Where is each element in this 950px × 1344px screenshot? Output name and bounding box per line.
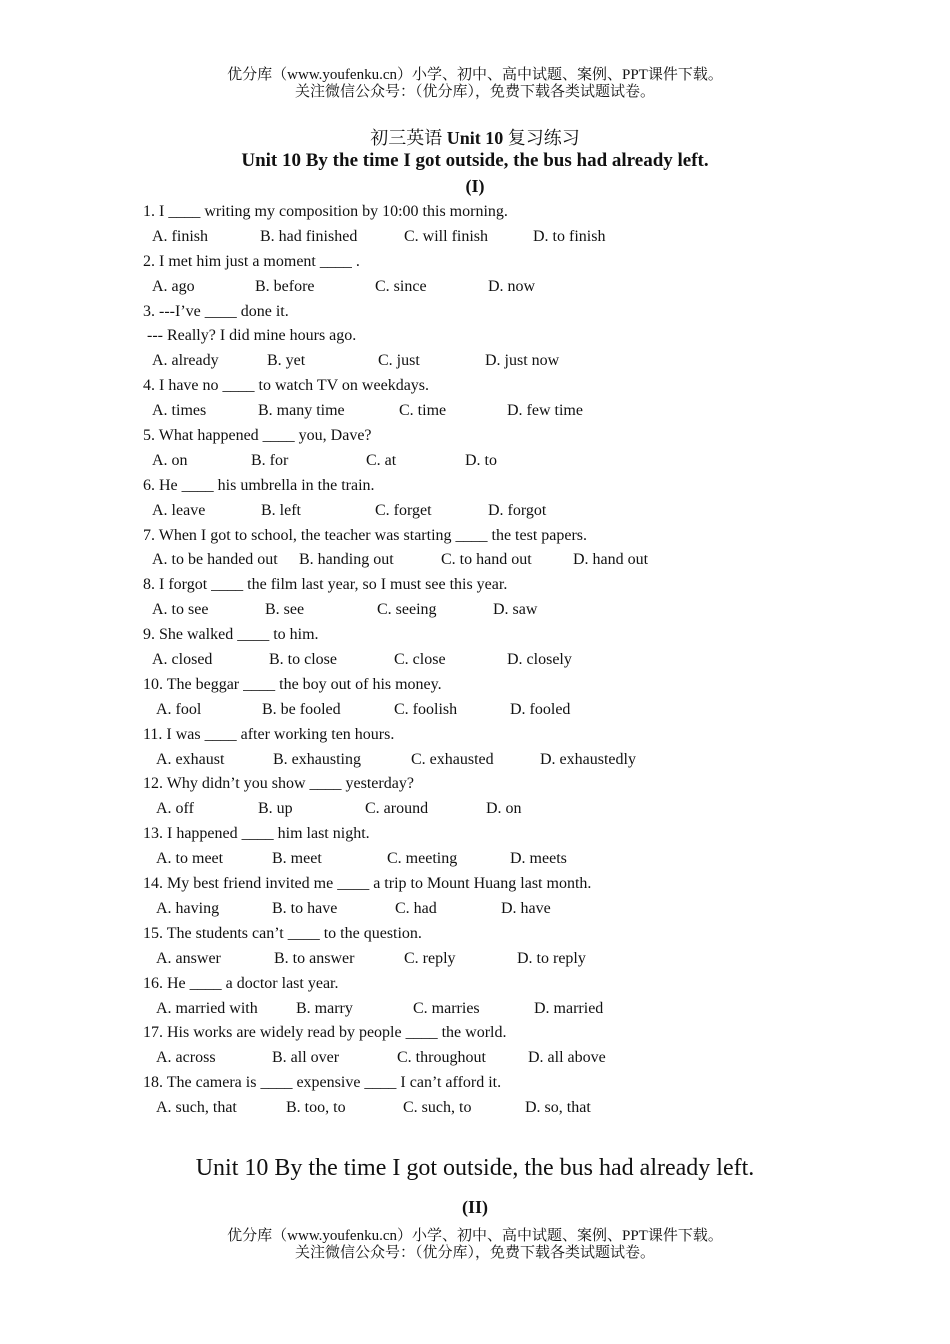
question-text: 18. The camera is ____ expensive ____ I can’t afford it.	[143, 1074, 502, 1092]
answer-option: C. throughout	[397, 1049, 486, 1067]
section-2-title: Unit 10 By the time I got outside, the bus had already left.	[195, 1155, 755, 1181]
answer-option: A. closed	[152, 651, 213, 669]
question-text: 7. When I got to school, the teacher was starting ____ the test papers.	[143, 526, 588, 544]
answer-option: B. too, to	[286, 1099, 346, 1117]
answer-option: C. seeing	[377, 601, 437, 619]
answer-option: B. all over	[272, 1049, 340, 1067]
header-line-1: 优分库（www.youfenku.cn）小学、初中、高中试题、案例、PPT课件下载。	[227, 67, 723, 83]
answer-options	[143, 548, 843, 573]
answer-options	[143, 598, 843, 623]
answer-option: B. be fooled	[262, 700, 341, 718]
answer-option: B. before	[255, 277, 315, 295]
answer-option: D. few time	[507, 402, 583, 420]
answer-option: D. exhaustedly	[540, 750, 636, 768]
footer-line-2: 关注微信公众号：（优分库），免费下载各类试题试卷。	[294, 1245, 655, 1261]
answer-option: D. so, that	[525, 1099, 591, 1117]
answer-option: B. up	[258, 800, 293, 818]
title-cn-unit: Unit 10	[446, 128, 504, 148]
answer-option: B. left	[261, 501, 301, 519]
question-text: 10. The beggar ____ the boy out of his money.	[143, 675, 442, 693]
answer-option: C. close	[394, 651, 446, 669]
question-text: 8. I forgot ____ the film last year, so I must see this year.	[143, 576, 508, 594]
answer-option: B. had finished	[260, 227, 358, 245]
answer-options	[143, 847, 843, 872]
answer-option: A. off	[156, 800, 194, 818]
title-english: Unit 10 By the time I got outside, the bus had already left.	[241, 150, 709, 171]
answer-option: D. just now	[485, 352, 560, 370]
answer-option: D. now	[488, 277, 536, 295]
answer-option: A. answer	[156, 949, 221, 967]
answer-options	[143, 399, 843, 424]
answer-option: C. at	[366, 451, 397, 469]
answer-options	[143, 748, 843, 773]
answer-option: B. see	[265, 601, 305, 619]
answer-option: D. meets	[510, 850, 567, 868]
part-2-label: (II)	[462, 1197, 488, 1217]
answer-option: D. forgot	[488, 501, 547, 519]
footer-line-1: 优分库（www.youfenku.cn）小学、初中、高中试题、案例、PPT课件下载。	[227, 1228, 723, 1244]
answer-option: A. already	[152, 352, 219, 370]
question-text: 16. He ____ a doctor last year.	[143, 974, 339, 992]
title-chinese	[0, 124, 950, 150]
answer-options	[143, 1046, 843, 1071]
answer-options	[143, 648, 843, 673]
question-text: 4. I have no ____ to watch TV on weekdays.	[143, 377, 430, 395]
question-text: 13. I happened ____ him last night.	[143, 825, 370, 843]
question-text: 17. His works are widely read by people ____ the world.	[143, 1024, 507, 1042]
answer-option: B. exhausting	[273, 750, 361, 768]
answer-option: D. all above	[528, 1049, 606, 1067]
answer-option: A. finish	[152, 227, 208, 245]
answer-options	[143, 698, 843, 723]
question-text: 9. She walked ____ to him.	[143, 626, 319, 644]
answer-option: C. had	[395, 899, 437, 917]
question-list	[143, 200, 843, 1121]
answer-options	[143, 897, 843, 922]
answer-option: C. time	[399, 402, 447, 420]
answer-option: A. having	[156, 899, 220, 917]
answer-option: D. to reply	[517, 949, 586, 967]
question-text: 15. The students can’t ____ to the question.	[143, 924, 422, 942]
answer-option: C. reply	[404, 949, 456, 967]
answer-option: B. to have	[272, 899, 338, 917]
part-1-label: (I)	[465, 176, 485, 196]
answer-option: D. on	[486, 800, 522, 818]
answer-options	[143, 947, 843, 972]
answer-option: C. meeting	[387, 850, 458, 868]
answer-option: A. on	[152, 451, 188, 469]
answer-option: B. meet	[272, 850, 322, 868]
title-cn-post: 复习练习	[503, 128, 580, 148]
answer-option: D. married	[534, 999, 604, 1017]
answer-option: B. for	[251, 451, 289, 469]
answer-option: A. across	[156, 1049, 216, 1067]
question-text: 6. He ____ his umbrella in the train.	[143, 476, 375, 494]
answer-option: C. exhausted	[411, 750, 494, 768]
answer-option: C. around	[365, 800, 429, 818]
answer-option: A. such, that	[156, 1099, 237, 1117]
answer-option: C. marries	[413, 999, 480, 1017]
answer-option: A. leave	[152, 501, 206, 519]
header-line-2: 关注微信公众号：（优分库），免费下载各类试题试卷。	[294, 84, 655, 100]
answer-option: C. to hand out	[441, 551, 532, 569]
title-cn-pre: 初三英语	[370, 128, 447, 148]
answer-options	[143, 499, 843, 524]
answer-option: A. fool	[156, 700, 202, 718]
question-text: 1. I ____ writing my composition by 10:00 this morning.	[143, 203, 508, 220]
answer-option: B. to answer	[274, 949, 355, 967]
answer-options	[143, 349, 843, 374]
answer-option: D. saw	[493, 601, 538, 619]
answer-option: C. will finish	[404, 227, 489, 245]
answer-option: A. times	[152, 402, 207, 420]
answer-option: A. to meet	[156, 850, 224, 868]
answer-option: B. handing out	[299, 551, 394, 569]
answer-option: D. have	[501, 899, 551, 917]
answer-option: A. to be handed out	[152, 551, 278, 569]
page-footer	[0, 1228, 950, 1262]
answer-options	[143, 449, 843, 474]
question-text: 11. I was ____ after working ten hours.	[143, 725, 395, 743]
answer-option: D. closely	[507, 651, 572, 669]
question-text: 2. I met him just a moment ____ .	[143, 252, 360, 270]
answer-option: D. hand out	[573, 551, 649, 569]
answer-option: A. ago	[152, 277, 195, 295]
answer-options	[143, 997, 843, 1022]
answer-option: C. such, to	[403, 1099, 472, 1117]
answer-options	[143, 225, 843, 250]
answer-option: A. married with	[156, 999, 258, 1017]
question-text: 12. Why didn’t you show ____ yesterday?	[143, 775, 414, 793]
answer-option: C. since	[375, 277, 427, 295]
answer-option: B. marry	[296, 999, 353, 1017]
answer-options	[143, 1096, 843, 1121]
answer-options	[143, 797, 843, 822]
answer-option: D. fooled	[510, 700, 571, 718]
question-text: --- Really? I did mine hours ago.	[143, 327, 357, 345]
answer-option: D. to	[465, 451, 497, 469]
answer-options	[143, 275, 843, 300]
question-text: 3. ---I’ve ____ done it.	[143, 302, 289, 320]
answer-option: D. to finish	[533, 227, 606, 245]
page-header	[0, 67, 950, 101]
question-text: 14. My best friend invited me ____ a trip to Mount Huang last month.	[143, 875, 592, 893]
answer-option: B. yet	[267, 352, 306, 370]
answer-option: B. to close	[269, 651, 337, 669]
answer-option: A. to see	[152, 601, 209, 619]
answer-option: A. exhaust	[156, 750, 225, 768]
answer-option: C. just	[378, 352, 420, 370]
answer-option: B. many time	[258, 402, 345, 420]
answer-option: C. foolish	[394, 700, 458, 718]
answer-option: C. forget	[375, 501, 432, 519]
question-text: 5. What happened ____ you, Dave?	[143, 427, 372, 445]
